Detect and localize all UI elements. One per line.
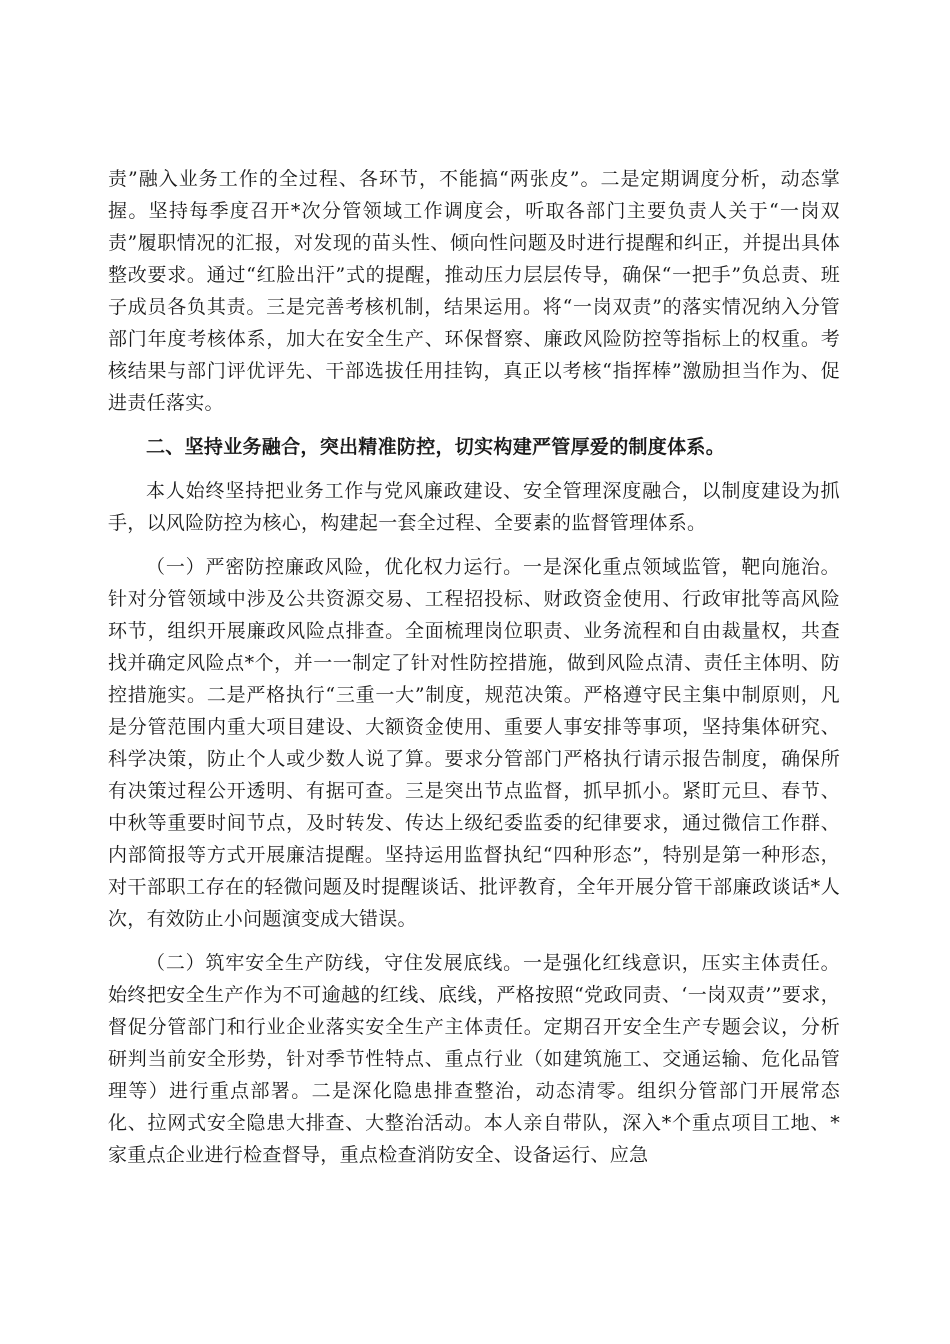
paragraph-2: 本人始终坚持把业务工作与党风廉政建设、安全管理深度融合，以制度建设为抓手，以风险防控为核心，构建起一套全过程、全要素的监督管理体系。 [108,480,840,534]
section-heading-2: 二、坚持业务融合，突出精准防控，切实构建严管厚爱的制度体系。 [146,436,726,458]
paragraph-1: 责”融入业务工作的全过程、各环节，不能搞“两张皮”。二是定期调度分析，动态掌握。坚持每季度召开*次分管领域工作调度会，听取各部门主要负责人关于“一岗双责”履职情况的汇报，对发现的苗头性、倾向性问题及时进行提醒和纠正，并提出具体整改要求。通过“红脸出汗”式的提醒，推动压力层层传导，确保“一把手”负总责、班子成员各负其责。三是完善考核机制，结果运用。将“一岗双责”的落实情况纳入分管部门年度考核体系，加大在安全生产、环保督察、廉政风险防控等指标上的权重。考核结果与部门评优评先、干部选拔任用挂钩，真正以考核“指挥棒”激励担当作为、促进责任落实。 [108,168,840,414]
paragraph-4: （二）筑牢安全生产防线，守住发展底线。一是强化红线意识，压实主体责任。始终把安全生产作为不可逾越的红线、底线，严格按照“党政同责、‘一岗双责’”要求，督促分管部门和行业企业落实安全生产主体责任。定期召开安全生产专题会议，分析研判当前安全形势，针对季节性特点、重点行业（如建筑施工、交通运输、危化品管理等）进行重点部署。二是深化隐患排查整治，动态清零。组织分管部门开展常态化、拉网式安全隐患大排查、大整治活动。本人亲自带队，深入*个重点项目工地、*家重点企业进行检查督导，重点检查消防安全、设备运行、应急 [108,952,840,1166]
paragraph-3: （一）严密防控廉政风险，优化权力运行。一是深化重点领域监管，靶向施治。针对分管领域中涉及公共资源交易、工程招投标、财政资金使用、行政审批等高风险环节，组织开展廉政风险点排查。全面梳理岗位职责、业务流程和自由裁量权，共查找并确定风险点*个，并一一制定了针对性防控措施，做到风险点清、责任主体明、防控措施实。二是严格执行“三重一大”制度，规范决策。严格遵守民主集中制原则，凡是分管范围内重大项目建设、大额资金使用、重要人事安排等事项，坚持集体研究、科学决策，防止个人或少数人说了算。要求分管部门严格执行请示报告制度，确保所有决策过程公开透明、有据可查。三是突出节点监督，抓早抓小。紧盯元旦、春节、中秋等重要时间节点，及时转发、传达上级纪委监委的纪律要求，通过微信工作群、内部简报等方式开展廉洁提醒。坚持运用监督执纪“四种形态”，特别是第一种形态，对干部职工存在的轻微问题及时提醒谈话、批评教育，全年开展分管干部廉政谈话*人次，有效防止小问题演变成大错误。 [108,556,840,930]
